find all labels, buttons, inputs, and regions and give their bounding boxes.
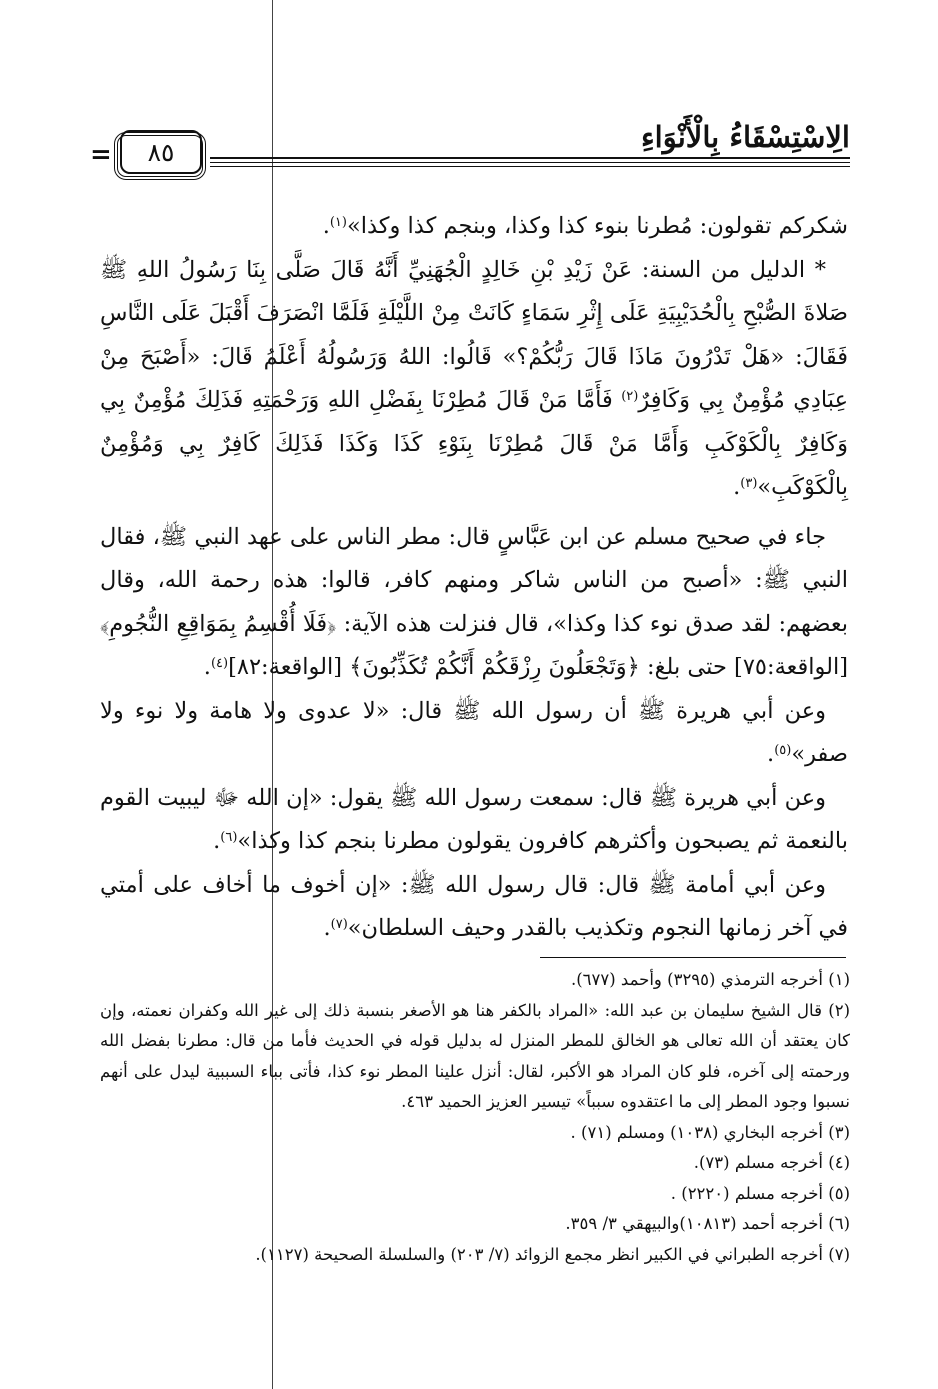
- footnote: (٢) قال الشيخ سليمان بن عبد الله: «المراد بالكفر هنا هو الأصغر بنسبة ذلك إلى غير الله وكفران نعمته، وإن كان يعتقد أن الله تعالى هو الخالق للمطر المنزل له بدليل قوله في الحديث فأما من قال: مطرنا بفضل الله ورحمته إلى آخره، فلو كان المراد هو الأكبر، لقال: أنزل علينا المطر نوء كذا، فأتى بباء السببية ليدل على أنهم نسبوا وجود المطر إلى ما اعتقدوه سبباً» تيسير العزيز الحميد ٤٦٣.: [100, 1000, 850, 1111]
- footnote-ref: (١): [329, 215, 347, 230]
- footnote: (١) أخرجه الترمذي (٣٢٩٥) وأحمد (٦٧٧).: [570, 970, 850, 989]
- page-header: [90, 110, 850, 190]
- footnote-ref: (٤): [210, 656, 229, 671]
- footnote-ref: (٦): [220, 830, 238, 845]
- margin-mark: =: [90, 140, 112, 170]
- footnote: (٧) أخرجه الطبراني في الكبير انظر مجمع الزوائد (٧/ ٢٠٣) والسلسلة الصحيحة (١١٢٧).: [255, 1244, 850, 1264]
- footnote-separator: [540, 957, 846, 958]
- text-paragraph: * الدليل من السنة: عَنْ زَيْدِ بْنِ خَالِدٍ الْجُهَنِيِّ أَنَّهُ قَالَ صَلَّى بِنَا رَسُولُ اللهِ ﷺ صَلاةَ الصُّبْحِ بِالْحُدَيْبِيَةِ عَلَى إِثْرِ سَمَاءٍ كَانَتْ مِنْ اللَّيْلَةِ فَلَمَّا انْصَرَفَ أَقْبَلَ عَلَى النَّاسِ فَقَالَ: «هَلْ تَدْرُونَ مَاذَا قَالَ رَبُّكُمْ؟» قَالُوا: اللهُ وَرَسُولُهُ أَعْلَمُ قَالَ: «أَصْبَحَ مِنْ عِبَادِي مُؤْمِنٌ بِي وَكَافِرٌ$^{(٢)}$ فَأَمَّا مَنْ قَالَ مُطِرْنَا بِفَضْلِ اللهِ وَرَحْمَتِهِ فَذَلِكَ مُؤْمِنٌ بِي وَكَافِرٌ بِالْكَوْكَبِ وَأَمَّا مَنْ قَالَ مُطِرْنَا بِنَوْءِ كَذَا وَكَذَا فَذَلِكَ كَافِرٌ بِي وَمُؤْمِنٌ بِالْكَوْكَبِ»$^{(٣)}$.: [100, 256, 848, 500]
- footnote: (٤) أخرجه مسلم (٧٣).: [693, 1153, 850, 1172]
- footnote: (٦) أخرجه أحمد (١٠٨١٣)والبيهقي ٣/ ٣٥٩.: [565, 1214, 850, 1233]
- footnotes: [100, 965, 850, 1270]
- header-rule: [210, 166, 850, 167]
- header-rule: [210, 157, 850, 159]
- text-paragraph: وعن أبي هريرة ﷺ أن رسول الله ﷺ قال: «لا عدوى ولا هامة ولا نوء ولا صفر»$^{(٥)}$.: [100, 697, 848, 767]
- footnote: (٥) أخرجه مسلم (٢٢٢٠) .: [670, 1183, 850, 1203]
- footnote-ref: (٣): [740, 476, 758, 491]
- text-paragraph: وعن أبي هريرة ﷺ قال: سمعت رسول الله ﷺ يقول: «إن الله ﷻ ليبيت القوم بالنعمة ثم يصبحون وأكثرهم كافرون يقولون مطرنا بنجم كذا وكذا»$^{(٦)}$.: [100, 784, 848, 854]
- header-rule: [210, 162, 850, 163]
- running-title: الِاسْتِسْقَاءُ بِالْأَنْوَاءِ: [641, 120, 850, 154]
- footnote-ref: (٢): [621, 389, 639, 404]
- text-paragraph: جاء في صحيح مسلم عن ابن عَبَّاسٍ قال: مطر الناس على عهد النبي ﷺ، فقال النبي ﷺ: «أصبح من الناس شاكر ومنهم كافر، قالوا: هذه رحمة الله، وقال بعضهم: لقد صدق نوء كذا وكذا»، قال فنزلت هذه الآية: ﴿فَلَا أُقْسِمُ بِمَوَاقِعِ النُّجُومِ﴾ [الواقعة:٧٥] حتى بلغ: ﴿وَتَجْعَلُونَ رِزْقَكُمْ أَنَّكُمْ تُكَذِّبُونَ﴾ [الواقعة:٨٢]$^{(٤)}$.: [100, 523, 848, 680]
- text-paragraph: وعن أبي أمامة ﷺ قال: قال رسول الله ﷺ: «إن أخوف ما أخاف على أمتي في آخر زمانها النجوم وتكذيب بالقدر وحيف السلطان»$^{(٧)}$.: [100, 871, 848, 941]
- text-paragraph: شكركم تقولون: مُطرنا بنوء كذا وكذا، وبنجم كذا وكذا»$^{(١)}$.: [322, 213, 848, 239]
- footnote-ref: (٥): [774, 743, 792, 758]
- footnote: (٣) أخرجه البخاري (١٠٣٨) ومسلم (٧١) .: [570, 1122, 850, 1142]
- footnote-ref: (٧): [330, 917, 348, 932]
- page-number: ٨٥: [120, 130, 202, 174]
- main-text: [100, 205, 848, 951]
